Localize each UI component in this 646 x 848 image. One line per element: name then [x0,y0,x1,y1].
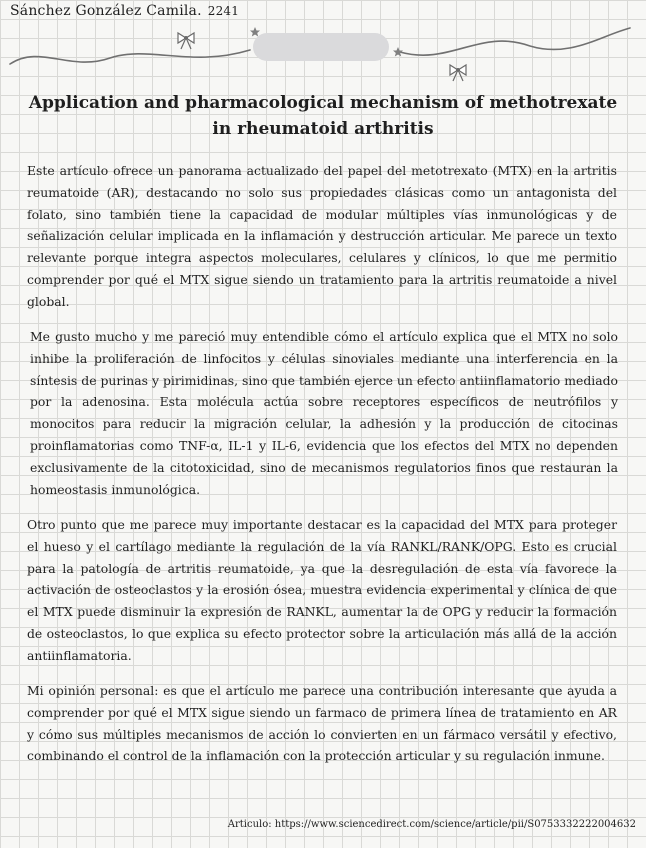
wave-left-line [10,50,250,64]
wave-right-line [400,28,630,55]
paragraph-opinion: Mi opinión personal: es que el artículo me parece una contribución interesante que ayuda a comprender por qué el MTX sigue siendo un farmaco de primera línea de tratamiento en AR y cómo sus múltiples mecanismos de acción lo convierten en un fármaco versátil y efectivo, combinando el control de la inflamación con la protección articular y su regulación inmune. [27,683,617,764]
header-line [10,3,239,19]
author-name: Sánchez González Camila. [10,3,202,19]
paragraph-bone-protection: Otro punto que me parece muy importante destacar es la capacidad del MTX para proteger el hueso y el cartílago mediante la regulación de la vía RANKL/RANK/OPG. Esto es crucial para la patología de artritis reumatoide, ya que la desregulación de esta vía favorece la activación de osteoclastos y la erosión ósea, muestra evidencia experimental y clínica de que el MTX puede disminuir la expresión de RANKL, aumentar la de OPG y reducir la formación de osteoclastos, lo que explica su efecto protector sobre la articulación más allá de la acción antiinflamatoria. [27,517,617,663]
document-title: Application and pharmacological mechanism of methotrexate in rheumatoid arthritis [28,93,618,139]
paragraph-summary: Este artículo ofrece un panorama actualizado del papel del metotrexato (MTX) en la artritis reumatoide (AR), destacando no solo sus propiedades clásicas como un antagonista del folato, sino también tiene la capacidad de modular múltiples vías inmunológicas y de señalización celular implicada en la inflamación y destrucción articular. Me parece un texto relevante porque integra aspectos moleculares, celulares y clínicos, lo que me permitio comprender por qué el MTX sigue siendo un tratamiento para la artritis reumatoide a nivel global. [27,163,617,309]
star-icon [393,47,403,57]
title-pill [253,33,389,61]
paragraph-mechanism: Me gusto mucho y me pareció muy entendible cómo el artículo explica que el MTX no solo inhibe la proliferación de linfocitos y células sinoviales mediante una interferencia en la síntesis de purinas y pirimidinas, sino que también ejerce un efecto antiinflamatorio mediado por la adenosina. Esta molécula actúa sobre receptores específicos de neutrófilos y monocitos para reducir la migración celular, la adhesión y la producción de citocinas proinflamatorias como TNF-α, IL-1 y IL-6, evidencia que los efectos del MTX no dependen exclusivamente de la citotoxicidad, sino de mecanismos regulatorios finos que restauran la homeostasis inmunológica. [30,329,618,497]
bow-icon [450,65,466,81]
student-number: 2241 [207,4,240,18]
bow-icon [178,33,194,49]
article-reference: Articulo: https://www.sciencedirect.com/science/article/pii/S0753332222004632 [227,819,636,830]
